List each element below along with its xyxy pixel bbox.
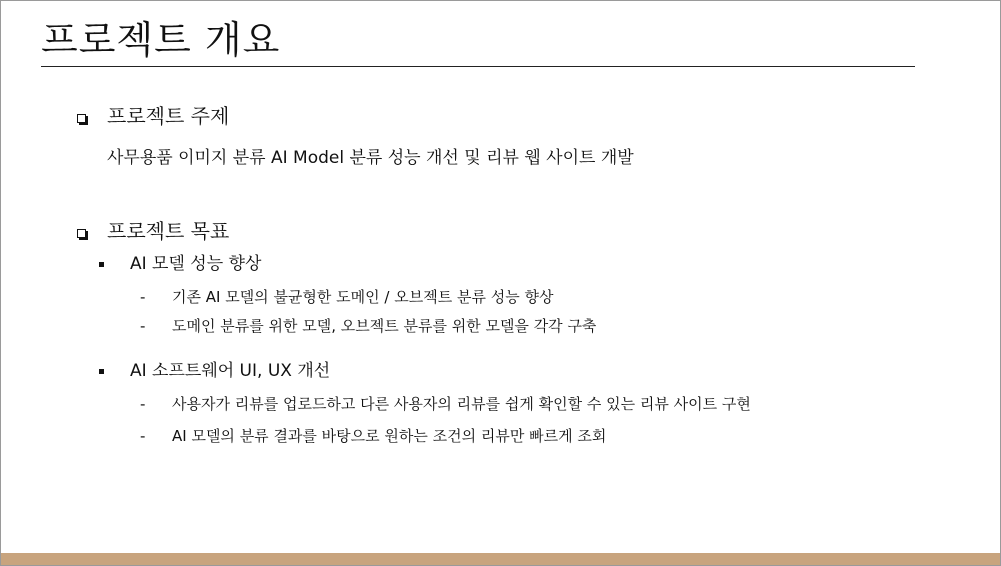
section-heading-topic: 프로젝트 주제 [107,104,230,128]
square-bullet-icon [77,229,86,238]
filled-bullet-icon [99,262,104,267]
goal-item: 기존 AI 모델의 불균형한 도메인 / 오브젝트 분류 성능 향상 [172,288,554,306]
square-bullet-icon [77,114,86,123]
filled-bullet-icon [99,369,104,374]
dash-bullet-icon: - [140,427,146,445]
topic-text: 사무용품 이미지 분류 AI Model 분류 성능 개선 및 리뷰 웹 사이트 개발 [107,148,634,168]
dash-bullet-icon: - [140,317,146,335]
title-underline [41,66,915,67]
section-heading-goals: 프로젝트 목표 [107,219,230,243]
goal-item: 사용자가 리뷰를 업로드하고 다른 사용자의 리뷰를 쉽게 확인할 수 있는 리뷰 사이트 구현 [172,395,751,413]
goal-item: 도메인 분류를 위한 모델, 오브젝트 분류를 위한 모델을 각각 구축 [172,317,597,335]
goal-label: AI 소프트웨어 UI, UX 개선 [130,361,331,381]
footer-accent-bar [1,553,1000,565]
goal-label: AI 모델 성능 향상 [130,254,262,274]
slide-title: 프로젝트 개요 [41,18,281,62]
dash-bullet-icon: - [140,288,146,306]
goal-item: AI 모델의 분류 결과를 바탕으로 원하는 조건의 리뷰만 빠르게 조회 [172,427,607,445]
dash-bullet-icon: - [140,395,146,413]
